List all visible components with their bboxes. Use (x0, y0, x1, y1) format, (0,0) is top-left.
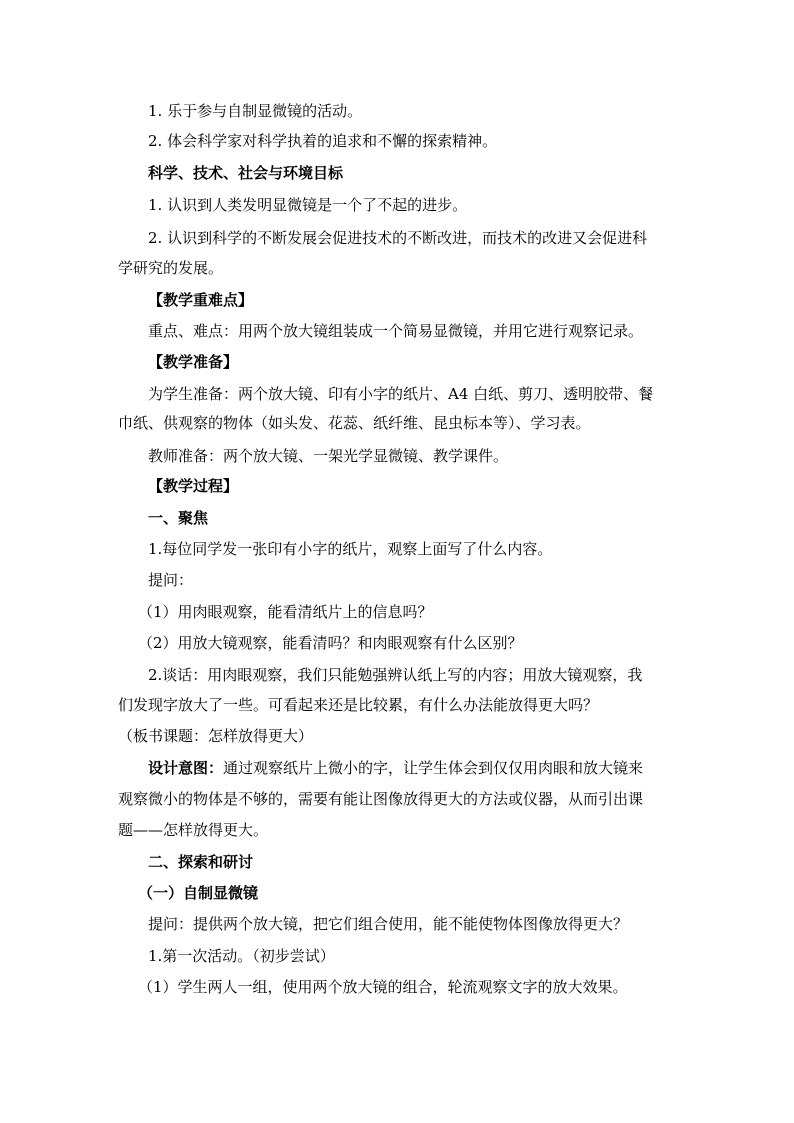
subheading-explore: 二、探索和研讨 (148, 853, 254, 871)
stse-item-2-line2: 学研究的发展。 (118, 259, 224, 277)
stse-item-2-line1: 2. 认识到科学的不断发展会促进技术的不断改进，而技术的改进又会促进科 (148, 229, 648, 247)
section-heading-stse: 科学、技术、社会与环境目标 (148, 164, 344, 182)
focus-step-1: 1.每位同学发一张印有小字的纸片，观察上面写了什么内容。 (148, 540, 553, 558)
design-intent-line3: 题——怎样放得更大。 (118, 821, 269, 839)
subheading-diy-microscope: （一）自制显微镜 (138, 884, 259, 902)
design-intent-text: 通过观察纸片上微小的字，让学生体会到仅仅用肉眼和放大镜来 (223, 759, 644, 777)
section-heading-process: 【教学过程】 (148, 477, 239, 495)
explore-question: 提问：提供两个放大镜，把它们组合使用，能不能使物体图像放得更大？ (148, 915, 629, 933)
section-heading-preparation: 【教学准备】 (148, 353, 239, 371)
activity-1-title: 1.第一次活动。（初步尝试） (148, 947, 335, 965)
focus-talk-line2: 们发现字放大了一些。可看起来还是比较累，有什么办法能放得更大吗？ (118, 696, 599, 714)
design-intent-line2: 观察微小的物体是不够的，需要有能让图像放得更大的方法或仪器，从而引出课 (118, 790, 644, 808)
focus-question-2: （2）用放大镜观察，能看清吗？和肉眼观察有什么区别？ (138, 634, 523, 652)
key-points-text: 重点、难点：用两个放大镜组装成一个简易显微镜，并用它进行观察记录。 (148, 322, 644, 340)
student-prep-line2: 巾纸、供观察的物体（如头发、花蕊、纸纤维、昆虫标本等）、学习表。 (118, 414, 591, 432)
board-title-note: （板书课题：怎样放得更大） (118, 727, 314, 745)
section-heading-key-points: 【教学重难点】 (148, 291, 254, 309)
design-intent-label: 设计意图： (148, 759, 224, 777)
focus-question-1: （1）用肉眼观察，能看清纸片上的信息吗？ (138, 603, 433, 621)
focus-question-label: 提问： (148, 571, 194, 589)
goal-item-2: 2. 体会科学家对科学执着的追求和不懈的探索精神。 (148, 132, 498, 150)
stse-item-1: 1. 认识到人类发明显微镜是一个了不起的进步。 (148, 196, 468, 214)
goal-item-1: 1. 乐于参与自制显微镜的活动。 (148, 102, 363, 120)
design-intent-line1 (118, 758, 718, 778)
teacher-prep: 教师准备：两个放大镜、一架光学显微镜、教学课件。 (148, 447, 509, 465)
focus-talk-line1: 2.谈话：用肉眼观察，我们只能勉强辨认纸上写的内容；用放大镜观察，我 (148, 666, 643, 684)
subheading-focus: 一、聚焦 (148, 509, 209, 527)
activity-1-step-1: （1）学生两人一组，使用两个放大镜的组合，轮流观察文字的放大效果。 (138, 978, 628, 996)
student-prep-line1: 为学生准备：两个放大镜、印有小字的纸片、A4 白纸、剪刀、透明胶带、餐 (148, 385, 654, 403)
